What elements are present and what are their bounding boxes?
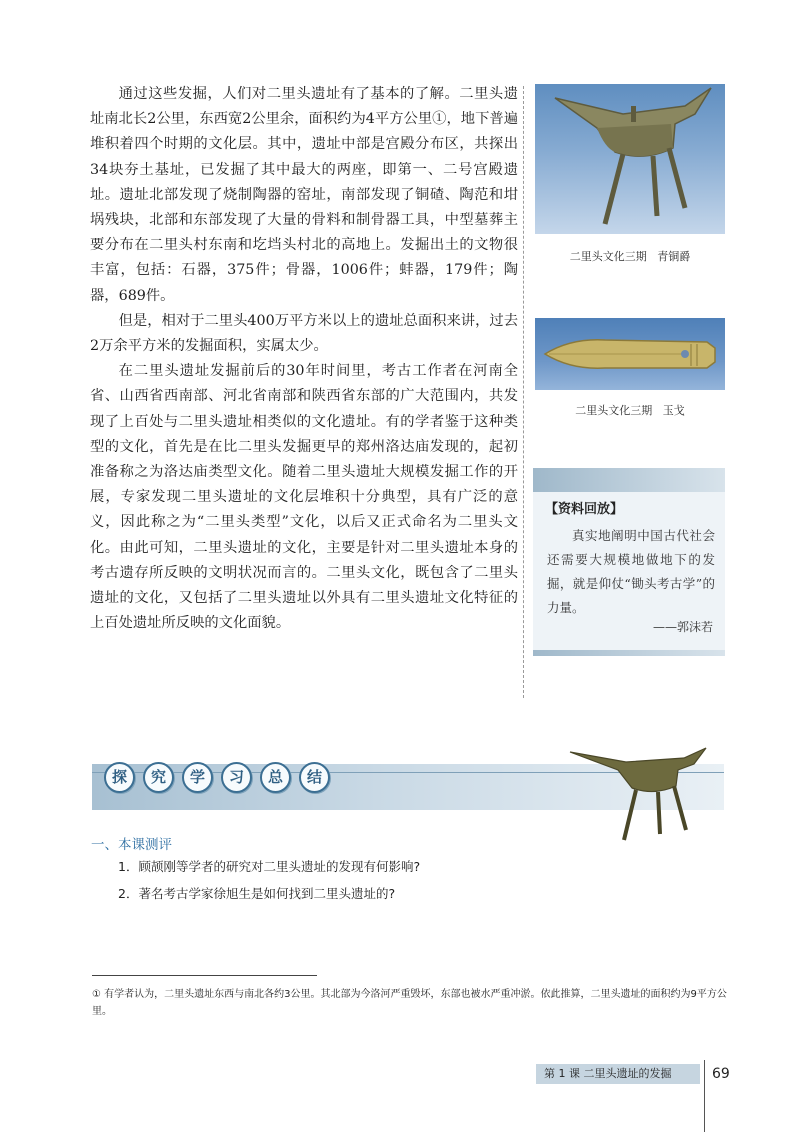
figure-caption-ge: 二里头文化三期 玉戈 xyxy=(575,404,685,417)
page-number: 69 xyxy=(712,1066,730,1082)
quote-box-header-band xyxy=(533,468,725,492)
banner-char: 学 xyxy=(182,762,213,793)
quote-title: 【资料回放】 xyxy=(545,502,624,517)
body-paragraph-3: 在二里头遗址发掘前后的30年时间里，考古工作者在河南全省、山西省西南部、河北省南部和陕西省东部的广大范围内，共发现了上百处与二里头遗址相类似的文化遗址。有的学者鉴于这种类型的文化，首先是在比二里头发掘更早的郑州洛达庙发现的，起初准备称之为洛达庙类型文化。随着二里头遗址大规模发掘工作的开展，专家发现二里头遗址的文化层堆积十分典型，具有广泛的意义，因此称之为“二里头类型”文化，以后又正式命名为二里头文化。由此可知，二里头遗址的文化，主要是针对二里头遗址本身的考古遗存所反映的文明状况而言的。二里头文化，既包含了二里头遗址的文化，又包括了二里头遗址以外具有二里头遗址文化特征的上百处遗址所反映的文化面貌。 xyxy=(90,363,518,632)
banner-char: 结 xyxy=(299,762,330,793)
body-paragraph-1: 通过这些发掘，人们对二里头遗址有了基本的了解。二里头遗址南北长2公里，东西宽2公里余，面积约为4平方公里①，地下普遍堆积着四个时期的文化层。其中，遗址中部是宫殿分布区，共探出34块夯土基址，已发掘了其中最大的两座，即第一、二号宫殿遗址。遗址北部发现了烧制陶器的窑址，南部发现了铜碴、陶范和坩埚残块，北部和东部发现了大量的骨料和制骨器工具，中型墓葬主要分布在二里头村东南和圪垱头村北的高地上。发掘出土的文物很丰富，包括：石器，375件；骨器，1006件；蚌器，179件；陶器，689件。 xyxy=(90,86,518,304)
column-divider xyxy=(523,86,524,698)
question-2: 2．著名考古学家徐旭生是如何找到二里头遗址的? xyxy=(118,886,396,901)
footnote: ① 有学者认为，二里头遗址东西与南北各约3公里。其北部为今洛河严重毁坏，东部也被水严重冲淤。依此推算，二里头遗址的面积约为9平方公里。 xyxy=(92,989,727,1017)
banner-char: 总 xyxy=(260,762,291,793)
section-heading: 一、本课测评 xyxy=(91,837,172,853)
quote-author: ——郭沫若 xyxy=(652,620,713,634)
bronze-cup-decoration xyxy=(566,744,726,844)
banner-title xyxy=(104,762,330,793)
quote-text: 真实地阐明中国古代社会还需要大规模地做地下的发掘，就是仰仗“锄头考古学”的力量。 xyxy=(547,528,715,615)
footnote-rule xyxy=(92,975,317,976)
main-text-column xyxy=(90,82,518,636)
bronze-jue-image xyxy=(535,84,725,234)
quote-box-footer-band xyxy=(533,650,725,656)
jade-ge-image xyxy=(535,318,725,390)
banner-char: 探 xyxy=(104,762,135,793)
page-margin-line xyxy=(704,1060,705,1132)
figure-caption-jue: 二里头文化三期 青铜爵 xyxy=(569,250,691,263)
banner-char: 究 xyxy=(143,762,174,793)
quote-box xyxy=(533,468,725,656)
lesson-footer: 第 1 课 二里头遗址的发掘 xyxy=(536,1064,700,1084)
banner-char: 习 xyxy=(221,762,252,793)
question-1: 1．顾颉刚等学者的研究对二里头遗址的发现有何影响? xyxy=(118,859,421,874)
body-paragraph-2: 但是，相对于二里头400万平方米以上的遗址总面积来讲，过去2万余平方米的发掘面积，实属太少。 xyxy=(90,312,518,355)
